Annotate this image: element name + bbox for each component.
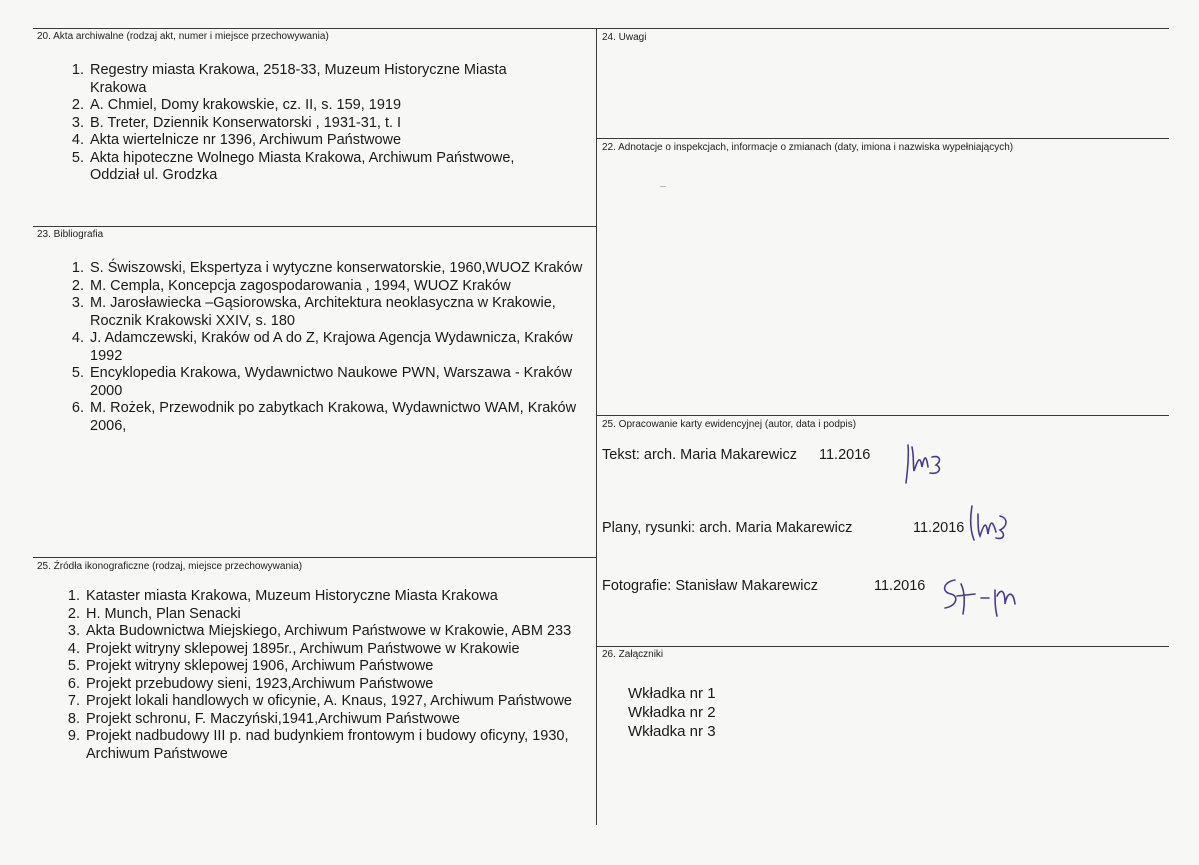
signature-3-icon	[935, 574, 1035, 620]
list-item-text: Akta Budownictwa Miejskiego, Archiwum Państwowe w Krakowie, ABM 233	[86, 623, 572, 639]
list-item-text: M. Rożek, Przewodnik po zabytkach Krakowa, Wydawnictwo WAM, Kraków 2006,	[90, 400, 577, 434]
attachment-3: Wkładka nr 3	[628, 723, 716, 740]
list-item-text: M. Jarosławiecka –Gąsiorowska, Architektura neoklasyczna w Krakowie, Rocznik Krakowski XXIV, s. 180	[90, 295, 556, 329]
list-item	[62, 711, 592, 729]
section-20-heading: 20. Akta archiwalne (rodzaj akt, numer i miejsce przechowywania)	[37, 31, 329, 42]
list-item-text: J. Adamczewski, Kraków od A do Z, Krajowa Agencja Wydawnicza, Kraków 1992	[90, 330, 573, 364]
list-item-number: 2.	[71, 277, 84, 294]
section-23-heading: 23. Bibliografia	[37, 229, 104, 240]
section-22-heading: 22. Adnotacje o inspekcjach, informacje o zmianach (daty, imiona i nazwiska wypełniających)	[602, 142, 1014, 153]
section-20-list	[66, 62, 566, 185]
text-author: Tekst: arch. Maria Makarewicz	[602, 447, 797, 463]
list-item-number: 4.	[71, 330, 84, 346]
attachment-1: Wkładka nr 1	[628, 685, 716, 702]
photo-date: 11.2016	[874, 578, 926, 594]
list-item-text: B. Treter, Dziennik Konserwatorski , 1931-31, t. I	[90, 114, 402, 131]
divider-22	[596, 138, 1169, 139]
section-24-heading: 24. Uwagi	[602, 32, 647, 43]
list-item-text: Kataster miasta Krakowa, Muzeum Historyczne Miasta Krakowa	[86, 588, 498, 604]
list-item-text: M. Cempla, Koncepcja zagospodarowania , 1994, WUOZ Kraków	[90, 277, 511, 294]
list-item-number: 2.	[71, 97, 84, 113]
photo-author: Fotografie: Stanisław Makarewicz	[602, 578, 818, 594]
divider-26	[596, 646, 1169, 647]
list-item-number: 7.	[67, 693, 80, 709]
list-item	[62, 588, 592, 606]
list-item-number: 5.	[67, 658, 80, 674]
list-item-number: 1.	[71, 260, 84, 276]
list-item	[62, 676, 592, 694]
list-item	[66, 62, 566, 97]
list-item-number: 6.	[67, 675, 80, 692]
list-item	[66, 278, 596, 296]
list-item-text: Projekt witryny sklepowej 1906, Archiwum Państwowe	[86, 658, 434, 674]
list-item-text: Akta wiertelnicze nr 1396, Archiwum Państwowe	[90, 132, 402, 148]
list-item-text: S. Świszowski, Ekspertyza i wytyczne konserwatorskie, 1960,WUOZ Kraków	[90, 260, 583, 276]
top-border-right	[596, 28, 1169, 29]
top-border-left	[33, 28, 596, 29]
divider-25b	[596, 415, 1169, 416]
list-item-number: 2.	[67, 605, 80, 622]
divider-25a	[33, 557, 596, 558]
list-item	[62, 693, 592, 711]
list-item-text: Akta hipoteczne Wolnego Miasta Krakowa, Archiwum Państwowe, Oddział ul. Grodzka	[90, 149, 515, 183]
list-item	[66, 365, 596, 400]
list-item	[66, 260, 596, 278]
list-item	[62, 728, 592, 763]
list-item-number: 1.	[67, 588, 80, 604]
list-item	[62, 606, 592, 624]
list-item-number: 4.	[71, 132, 84, 148]
list-item-number: 3.	[71, 114, 84, 131]
list-item-text: Projekt schronu, F. Maczyński,1941,Archiwum Państwowe	[86, 710, 460, 727]
list-item-number: 3.	[71, 295, 84, 311]
section-25-card-heading: 25. Opracowanie karty ewidencyjnej (autor, data i podpis)	[602, 419, 857, 430]
section-25-iconography-list	[62, 588, 592, 763]
column-divider	[596, 28, 597, 825]
plans-author: Plany, rysunki: arch. Maria Makarewicz	[602, 520, 853, 536]
section-26-heading: 26. Załączniki	[602, 649, 664, 660]
list-item	[66, 115, 566, 133]
list-item-text: Projekt nadbudowy III p. nad budynkiem frontowym i budowy oficyny, 1930, Archiwum Państwowe	[86, 728, 569, 762]
list-item	[66, 295, 596, 330]
list-item-text: Projekt lokali handlowych w oficynie, A. Knaus, 1927, Archiwum Państwowe	[86, 693, 572, 709]
list-item	[62, 641, 592, 659]
signature-1-icon	[900, 437, 950, 487]
list-item-number: 9.	[67, 728, 80, 744]
list-item-number: 1.	[71, 62, 84, 78]
section-23-list	[66, 260, 596, 435]
plans-date: 11.2016	[913, 520, 965, 536]
divider-23	[33, 226, 596, 227]
list-item-text: Projekt witryny sklepowej 1895r., Archiwum Państwowe w Krakowie	[86, 640, 520, 657]
list-item	[66, 97, 566, 115]
attachment-2: Wkładka nr 2	[628, 704, 716, 721]
list-item-number: 5.	[71, 365, 84, 381]
section-25-iconography-heading: 25. Źródła ikonograficzne (rodzaj, miejsce przechowywania)	[37, 561, 303, 572]
list-item-number: 3.	[67, 623, 80, 639]
list-item	[62, 658, 592, 676]
list-item	[66, 150, 566, 185]
list-item	[62, 623, 592, 641]
list-item-text: Projekt przebudowy sieni, 1923,Archiwum Państwowe	[86, 675, 434, 692]
list-item-text: Encyklopedia Krakowa, Wydawnictwo Naukowe PWN, Warszawa - Kraków 2000	[90, 365, 573, 399]
list-item-text: Regestry miasta Krakowa, 2518-33, Muzeum Historyczne Miasta Krakowa	[90, 62, 507, 96]
list-item-number: 5.	[71, 149, 84, 166]
list-item	[66, 400, 596, 435]
list-item	[66, 132, 566, 150]
scan-speck	[660, 186, 666, 187]
list-item-text: A. Chmiel, Domy krakowskie, cz. II, s. 159, 1919	[90, 97, 402, 113]
list-item-number: 4.	[67, 640, 80, 657]
text-date: 11.2016	[819, 447, 871, 463]
list-item-text: H. Munch, Plan Senacki	[86, 605, 241, 622]
list-item	[66, 330, 596, 365]
list-item-number: 8.	[67, 710, 80, 727]
list-item-number: 6.	[71, 400, 84, 416]
signature-2-icon	[966, 500, 1016, 546]
